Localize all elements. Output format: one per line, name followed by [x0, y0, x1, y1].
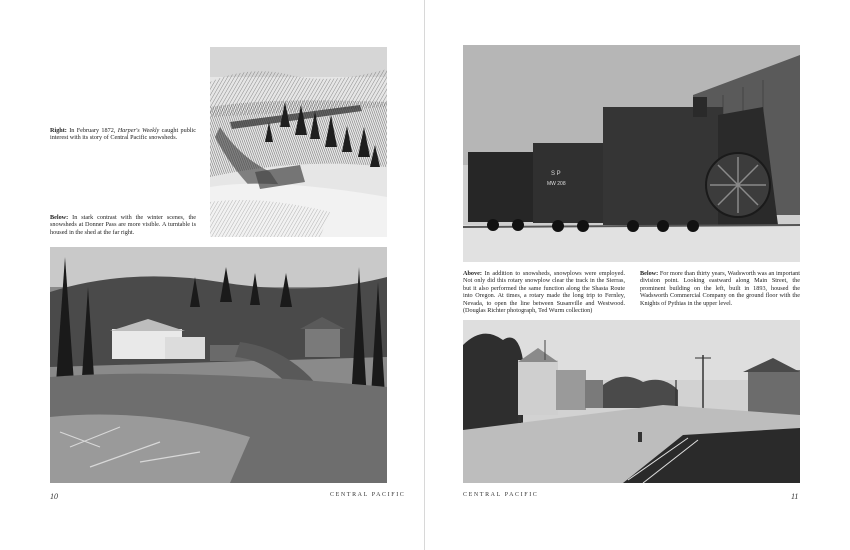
caption-below-wadsworth [640, 270, 800, 307]
plow-lettering-top: S P [551, 171, 561, 177]
caption-lead: Above: [463, 270, 482, 277]
caption-text: In addition to snowsheds, snowplows were employed. Not only did this rotary snowplow clear the track in the Sierras, but it also performed the same function along the Shasta Route into Oregon. At times, a rotary made the long trip to Fernley, Nevada, to open the line between Susanville and Westwood. (Douglas Richter photograph, Ted Wurm collection) [463, 270, 625, 315]
caption-below-donner [50, 214, 196, 236]
caption-lead: Below: [640, 270, 659, 277]
right-page [425, 0, 850, 550]
caption-publication: Harper's Weekly [117, 127, 160, 134]
caption-lead: Below: [50, 214, 69, 221]
caption-text: For more than thirty years, Wadsworth was an important division point. Looking eastward along Main Street, the prominent building on the left, built in 1893, housed the Wadsworth Commercial Company on the ground floor with the Knights of Pythias in the upper level. [640, 270, 800, 307]
caption-above-snowplow [463, 270, 625, 314]
page-number-left: 10 [50, 492, 58, 501]
rotary-snowplow-photo [463, 45, 800, 262]
caption-lead: Right: [50, 127, 67, 134]
caption-text: In stark contrast with the winter scenes, the snowsheds at Donner Pass are more visible. A turntable is housed in the shed at the far right. [50, 214, 196, 236]
harpers-weekly-engraving [210, 47, 387, 237]
donner-pass-snowsheds-photo [50, 247, 387, 483]
caption-text: caught public interest with its story of Central Pacific snowsheds. [50, 127, 196, 142]
running-head-right: CENTRAL PACIFIC [463, 492, 539, 498]
caption-text: In February 1872, [66, 127, 118, 134]
page-number-right: 11 [791, 492, 799, 501]
caption-right-engraving [50, 127, 196, 142]
wadsworth-main-street-photo [463, 320, 800, 483]
running-head-left: CENTRAL PACIFIC [330, 492, 406, 498]
plow-lettering-bottom: MW 208 [547, 181, 566, 187]
